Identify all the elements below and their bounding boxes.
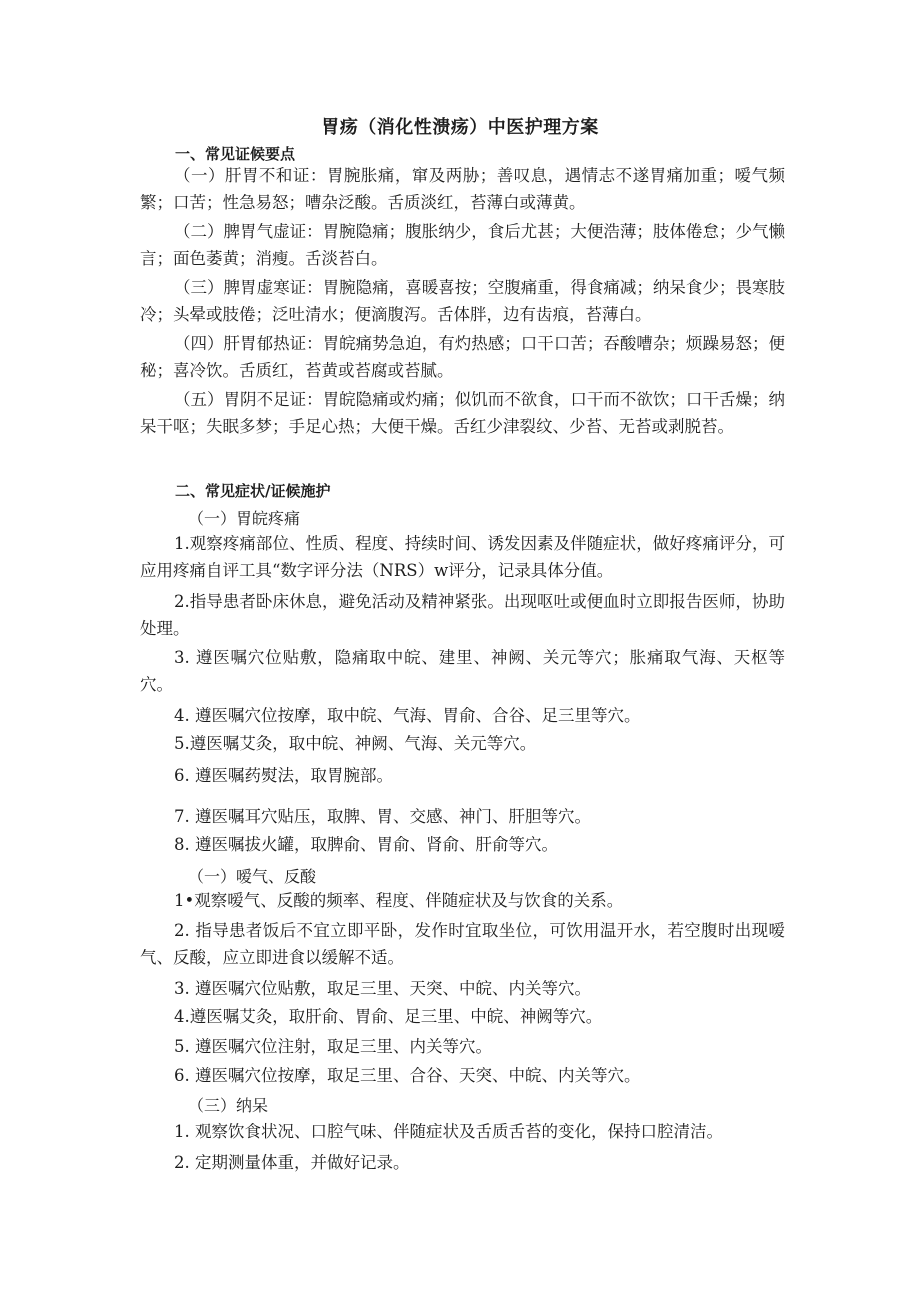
pain-item: 3. 遵医嘱穴位贴敷，隐痛取中皖、建里、神阙、关元等穴；胀痛取气海、天枢等穴。 xyxy=(140,648,785,694)
belching-item: 2. 指导患者饭后不宜立即平卧，发作时宜取坐位，可饮用温开水，若空腹时出现嗳气、反酸，应立即进食以缓解不适。 xyxy=(140,921,785,967)
section-heading-syndromes: 一、常见证候要点 xyxy=(175,145,296,163)
belching-item: 6. 遵医嘱穴位按摩，取足三里、合谷、天突、中皖、内关等穴。 xyxy=(174,1066,641,1085)
pain-item: 2.指导患者卧床休息，避免活动及精神紧张。出现呕吐或便血时立即报告医师，协助处理。 xyxy=(140,592,785,638)
subheading-belching: （一）嗳气、反酸 xyxy=(188,867,317,886)
pain-item: 6. 遵医嘱药熨法，取胃腕部。 xyxy=(174,766,393,785)
syndrome-paragraph: （四）肝胃郁热证：胃皖痛势急迫，有灼热感；口干口苦；吞酸嘈杂；烦躁易怒；便秘；喜冷饮。舌质红，苔黄或苔腐或苔腻。 xyxy=(140,334,785,380)
belching-item: 4.遵医嘱艾灸，取肝俞、胃俞、足三里、中皖、神阙等穴。 xyxy=(174,1007,603,1026)
syndrome-paragraph: （三）脾胃虚寒证：胃腕隐痛，喜暖喜按；空腹痛重，得食痛减；纳呆食少；畏寒肢冷；头晕或肢倦；泛吐清水；便滴腹泻。舌体胖，边有齿痕，苔薄白。 xyxy=(140,278,785,324)
syndrome-paragraph: （五）胃阴不足证：胃皖隐痛或灼痛；似饥而不欲食，口干而不欲饮；口干舌燥；纳呆干呕；失眠多梦；手足心热；大便干燥。舌红少津裂纹、少苔、无苔或剥脱苔。 xyxy=(140,390,785,436)
belching-item: 1•观察嗳气、反酸的频率、程度、伴随症状及与饮食的关系。 xyxy=(174,891,624,910)
syndrome-paragraph: （二）脾胃气虚证：胃腕隐痛；腹胀纳少，食后尤甚；大便浩薄；肢体倦怠；少气懒言；面色萎黄；消瘦。舌淡苔白。 xyxy=(140,222,785,268)
pain-item: 4. 遵医嘱穴位按摩，取中皖、气海、胃俞、合谷、足三里等穴。 xyxy=(174,706,641,725)
pain-item: 5.遵医嘱艾灸，取中皖、神阙、气海、关元等穴。 xyxy=(174,734,537,753)
anorexia-item: 2. 定期测量体重，并做好记录。 xyxy=(174,1153,410,1172)
anorexia-item: 1. 观察饮食状况、口腔气味、伴随症状及舌质舌苔的变化，保持口腔清洁。 xyxy=(174,1122,723,1141)
belching-item: 5. 遵医嘱穴位注射，取足三里、内关等穴。 xyxy=(174,1037,492,1056)
syndrome-paragraph: （一）肝胃不和证：胃腕胀痛，窜及两胁；善叹息，遇情志不遂胃痛加重；嗳气频繁；口苦；性急易怒；嘈杂泛酸。舌质淡红，苔薄白或薄黄。 xyxy=(140,166,785,212)
subheading-anorexia: （三）纳呆 xyxy=(188,1096,269,1115)
pain-item: 1.观察疼痛部位、性质、程度、持续时间、诱发因素及伴随症状，做好疼痛评分，可应用疼痛自评工具“数字评分法（NRS）w评分，记录具体分值。 xyxy=(140,534,785,580)
section-heading-care: 二、常见症状/证候施护 xyxy=(175,482,331,500)
document-title: 胃疡（消化性溃疡）中医护理方案 xyxy=(321,117,599,138)
subheading-pain: （一）胃皖疼痛 xyxy=(188,509,301,528)
belching-item: 3. 遵医嘱穴位贴敷，取足三里、天突、中皖、内关等穴。 xyxy=(174,979,591,998)
pain-item: 7. 遵医嘱耳穴贴压，取脾、胃、交感、神门、肝胆等穴。 xyxy=(174,807,591,826)
pain-item: 8. 遵医嘱拔火罐，取脾俞、胃俞、肾俞、肝俞等穴。 xyxy=(174,835,558,854)
